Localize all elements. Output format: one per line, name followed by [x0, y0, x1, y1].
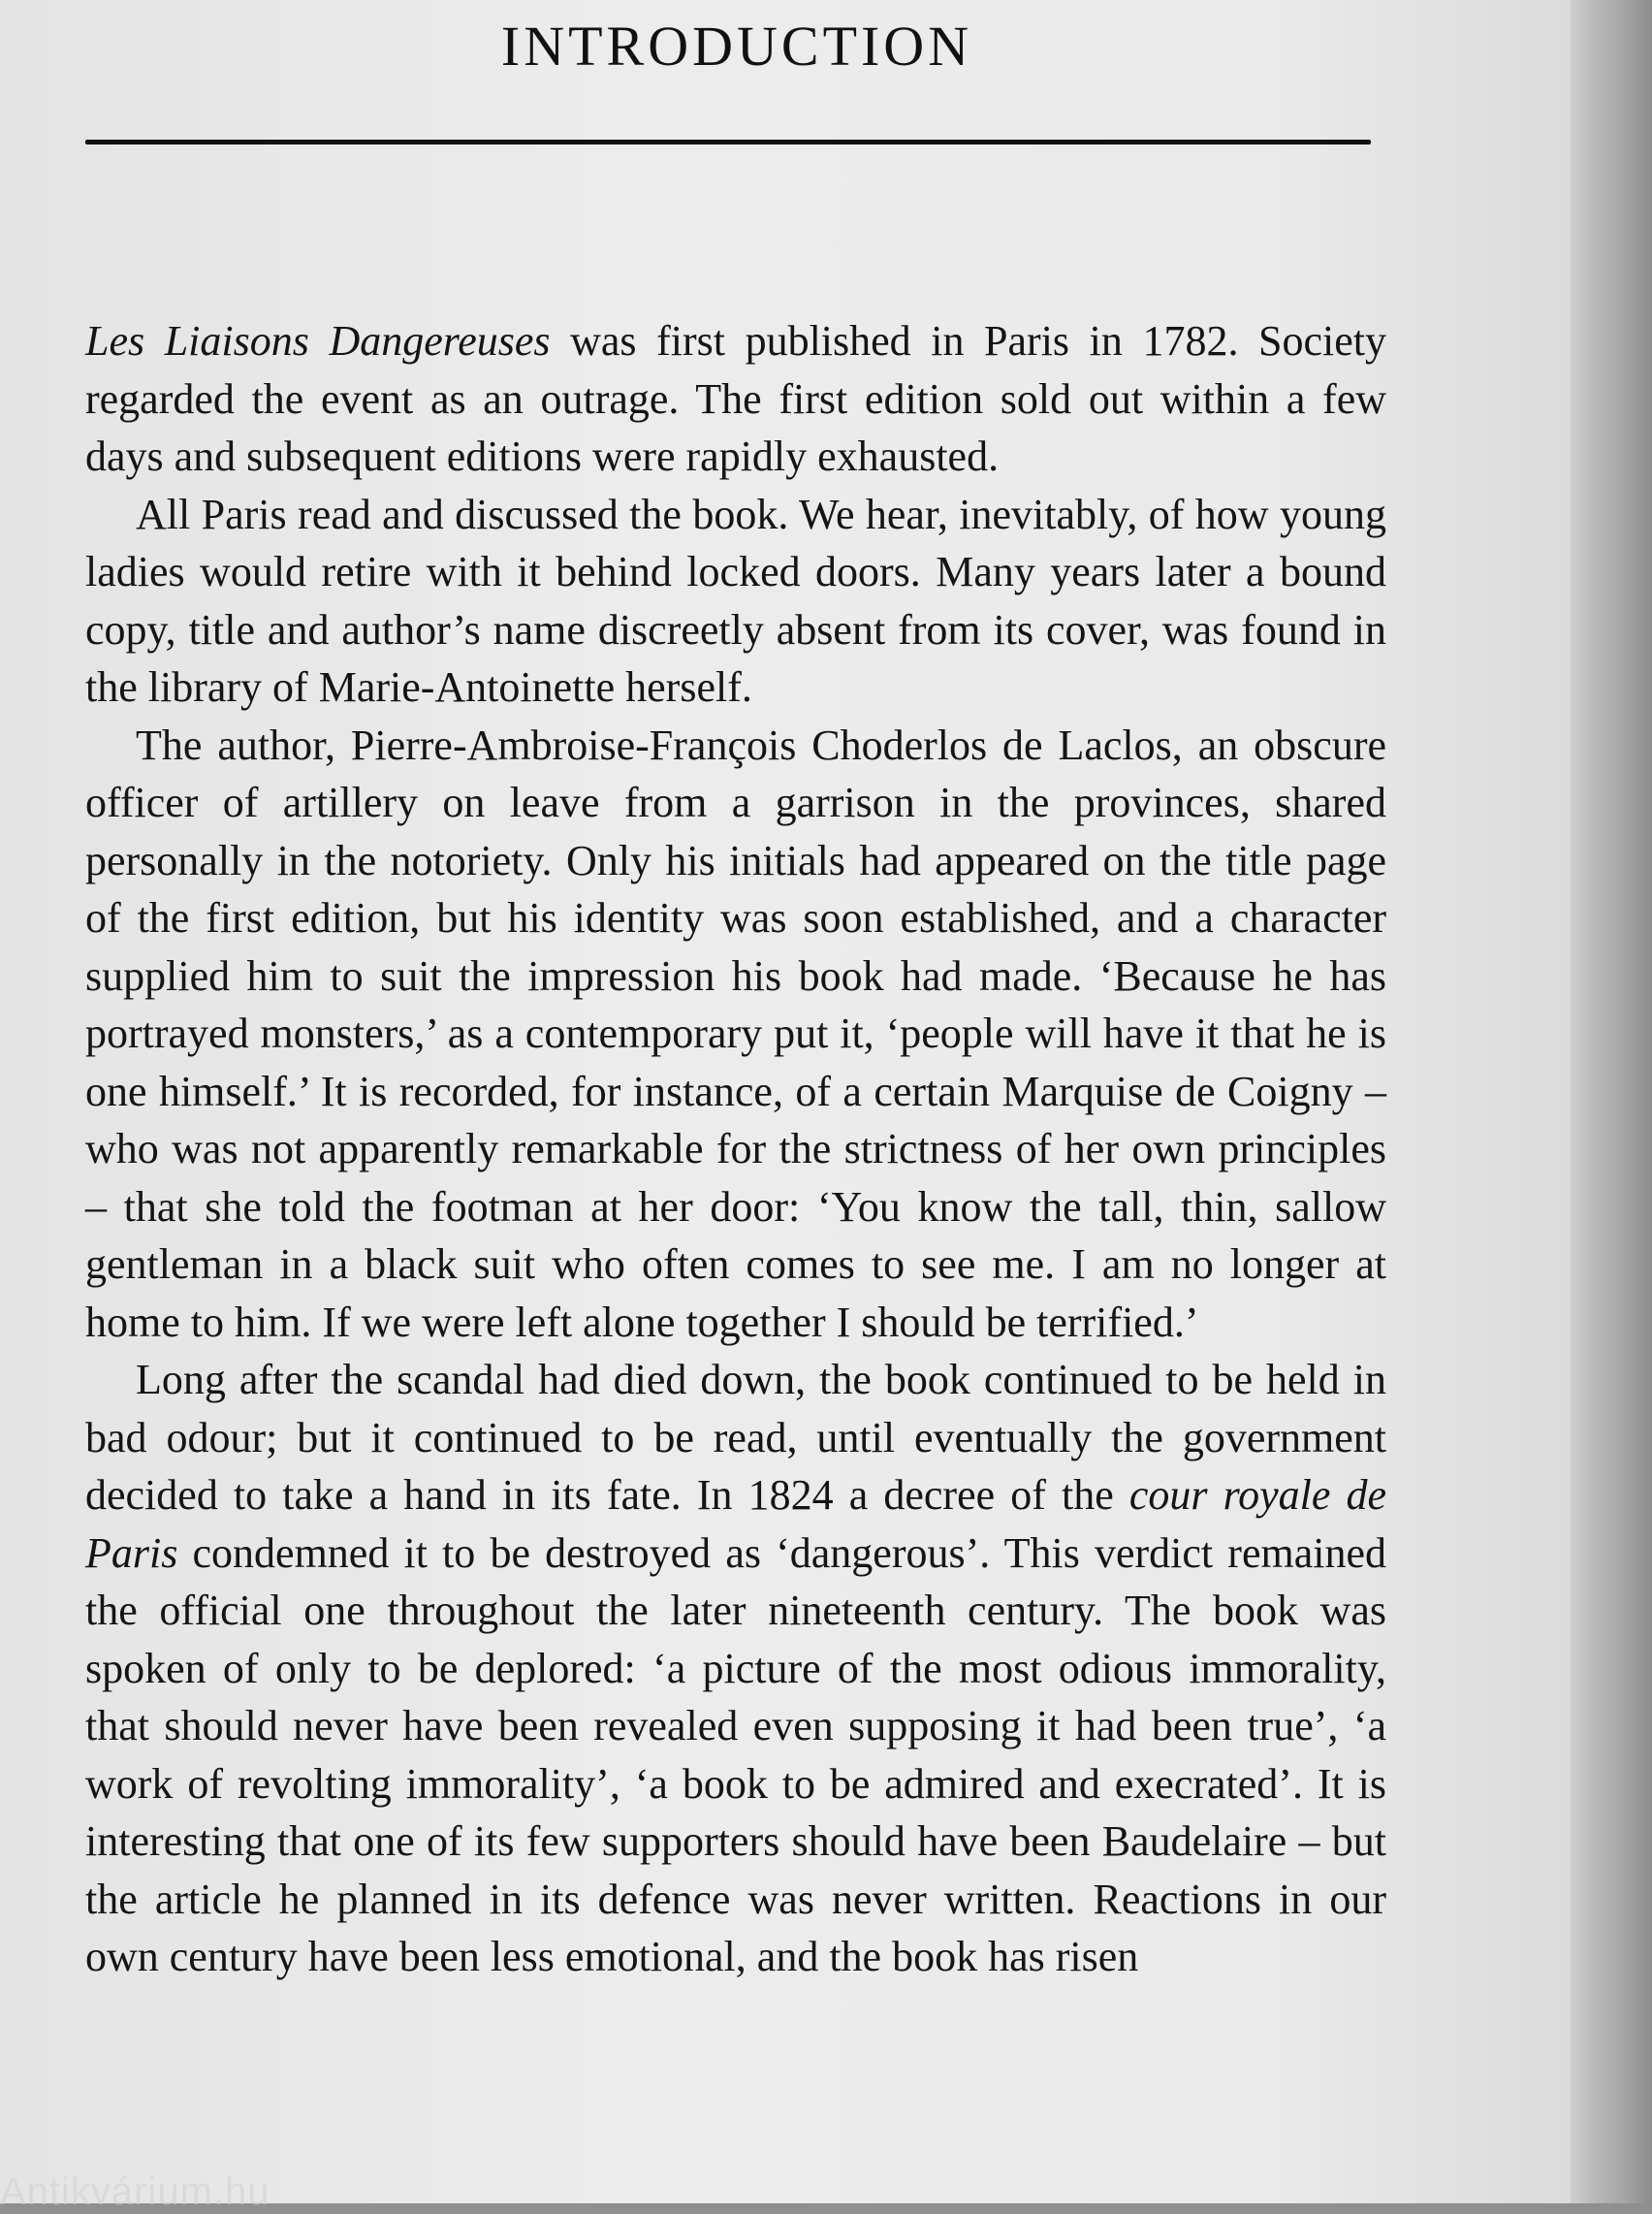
paragraph-2: All Paris read and discussed the book. We hear, inevitably, of how young ladies would retire with it behind locked doors. Many years later a bound copy, title and author’s name discreetly absent from its cover, was found in the library of Marie-Antoinette herself.: [85, 490, 1386, 711]
watermark: Antikvárium.hu: [0, 2170, 270, 2213]
paragraph-3: The author, Pierre-Ambroise-François Choderlos de Laclos, an obscure officer of artillery on leave from a garrison in the provinces, shared personally in the notoriety. Only his initials had appeared on the title page of the first edition, but his identity was soon established, and a character supplied him to suit the impression his book had made. ‘Because he has portrayed monsters,’ as a contemporary put it, ‘people will have it that he is one himself.’ It is recorded, for instance, of a certain Marquise de Coigny – who was not apparently remarkable for the strictness of her own principles – that she told the footman at her door: ‘You know the tall, thin, sallow gentleman in a black suit who often comes to see me. I am no longer at home to him. If we were left alone together I should be terrified.’: [85, 721, 1386, 1346]
paragraph-1-text: was first published in Paris in 1782. Society regarded the event as an outrage. The first edition sold out within a few days and subsequent editions were rapidly exhausted.: [85, 317, 1386, 480]
book-title-italic: Les Liaisons Dangereuses: [85, 317, 551, 365]
court-name-italic: cour royale de Paris: [85, 1471, 1386, 1577]
page-edge-shadow: [1571, 0, 1652, 2203]
paragraph-4-text-after: condemned it to be destroyed as ‘dangerous’. This verdict remained the official one throughout the later nineteenth century. The book was spoken of only to be deplored: ‘a picture of the most odious immorality, that should never have been revealed even supposing it had been true’, ‘a work of revolting immorality’, ‘a book to be admired and execrated’. It is interesting that one of its few supporters should have been Baudelaire – but the article he planned in its defence was never written. Reactions in our own century have been less emotional, and the book has risen: [85, 1528, 1386, 1980]
paragraph-4: [85, 1351, 1386, 1986]
body-text: [85, 312, 1386, 1986]
title-rule: [85, 140, 1371, 144]
paragraph-4-text-before: Long after the scandal had died down, the book continued to be held in bad odour; but it continued to be read, until eventually the government decided to take a hand in its fate. In 1824 a decree of the: [85, 1356, 1386, 1519]
paragraph-1: [85, 312, 1386, 486]
chapter-title: INTRODUCTION: [500, 15, 973, 78]
